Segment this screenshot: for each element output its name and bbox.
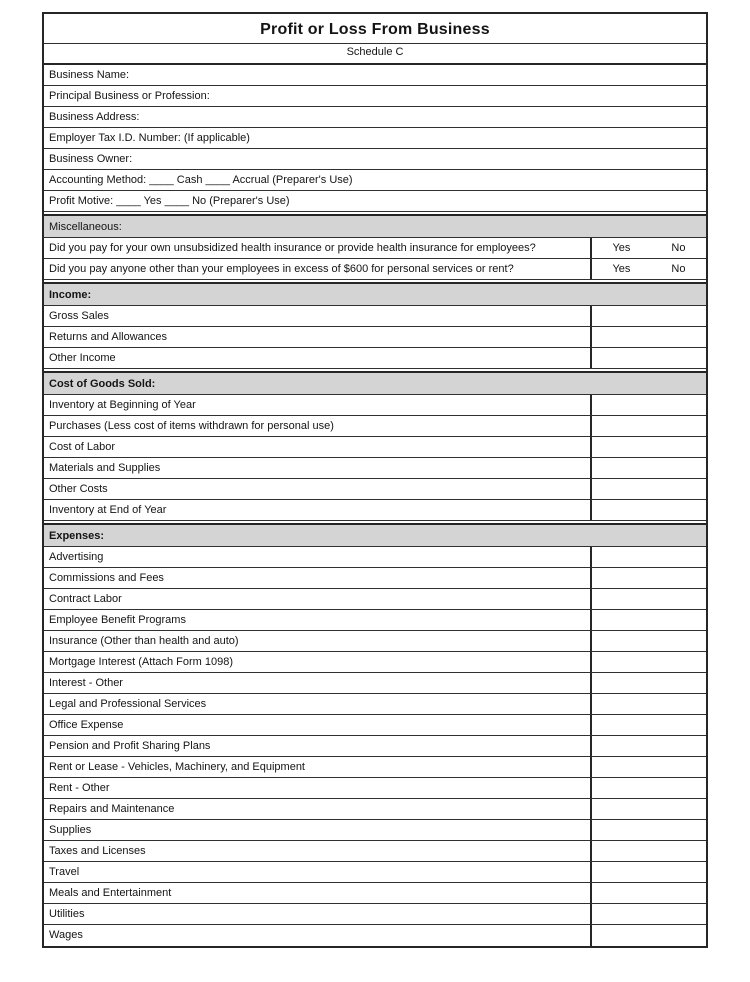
amount-field[interactable] <box>590 925 706 946</box>
line-item-row <box>44 395 706 416</box>
line-item-label: Contract Labor <box>49 593 122 605</box>
line-item-row <box>44 416 706 437</box>
line-item-label: Employee Benefit Programs <box>49 614 186 626</box>
section-header: Cost of Goods Sold: <box>44 373 706 395</box>
form-title: Profit or Loss From Business <box>44 14 706 44</box>
line-item-label: Utilities <box>49 908 85 920</box>
line-item-label: Insurance (Other than health and auto) <box>49 635 239 647</box>
question-row <box>44 259 706 280</box>
info-row[interactable] <box>44 170 706 191</box>
line-item-label: Returns and Allowances <box>49 331 168 343</box>
line-item-label: Other Costs <box>49 483 108 495</box>
info-row[interactable] <box>44 65 706 86</box>
miscellaneous-questions <box>44 238 706 280</box>
line-item-row <box>44 841 706 862</box>
line-item-label: Purchases (Less cost of items withdrawn for personal use) <box>49 420 334 432</box>
form-subtitle: Schedule C <box>346 46 404 58</box>
line-item-row <box>44 458 706 479</box>
amount-field[interactable] <box>590 547 706 567</box>
line-item-row <box>44 631 706 652</box>
yes-option[interactable]: Yes <box>612 263 631 275</box>
line-item-label: Pension and Profit Sharing Plans <box>49 740 211 752</box>
line-item-label: Meals and Entertainment <box>49 887 172 899</box>
info-row[interactable] <box>44 128 706 149</box>
line-item-row <box>44 820 706 841</box>
line-item-label: Cost of Labor <box>49 441 116 453</box>
section-header: Income: <box>44 284 706 306</box>
amount-field[interactable] <box>590 416 706 436</box>
amount-field[interactable] <box>590 862 706 882</box>
line-item-row <box>44 479 706 500</box>
amount-field[interactable] <box>590 500 706 520</box>
yes-no-cell <box>590 259 706 279</box>
question-text: Did you pay for your own unsubsidized health insurance or provide health insurance for employees? <box>49 242 536 254</box>
amount-field[interactable] <box>590 694 706 714</box>
amount-field[interactable] <box>590 395 706 415</box>
line-item-row <box>44 736 706 757</box>
amount-field[interactable] <box>590 610 706 630</box>
line-item-label: Taxes and Licenses <box>49 845 146 857</box>
info-row[interactable] <box>44 149 706 170</box>
section <box>44 523 706 946</box>
line-item-label: Legal and Professional Services <box>49 698 207 710</box>
info-row[interactable] <box>44 107 706 128</box>
info-row[interactable] <box>44 191 706 212</box>
line-item-row <box>44 547 706 568</box>
line-item-label: Interest - Other <box>49 677 123 689</box>
line-item-row <box>44 862 706 883</box>
line-item-label: Wages <box>49 929 83 941</box>
info-row-label: Employer Tax I.D. Number: (If applicable) <box>49 132 250 144</box>
line-item-row <box>44 610 706 631</box>
line-item-row <box>44 799 706 820</box>
line-item-label: Inventory at Beginning of Year <box>49 399 196 411</box>
line-item-row <box>44 348 706 369</box>
amount-field[interactable] <box>590 673 706 693</box>
question-text: Did you pay anyone other than your employees in excess of $600 for personal services or rent? <box>49 263 514 275</box>
yes-no-cell <box>590 238 706 258</box>
line-item-row <box>44 904 706 925</box>
line-item-row <box>44 437 706 458</box>
amount-field[interactable] <box>590 757 706 777</box>
line-item-row <box>44 589 706 610</box>
line-item-label: Rent - Other <box>49 782 110 794</box>
section <box>44 282 706 369</box>
amount-field[interactable] <box>590 589 706 609</box>
line-item-row <box>44 925 706 946</box>
amount-field[interactable] <box>590 306 706 326</box>
line-item-row <box>44 327 706 348</box>
amount-field[interactable] <box>590 568 706 588</box>
line-item-row <box>44 883 706 904</box>
line-item-label: Travel <box>49 866 80 878</box>
section-header: Expenses: <box>44 525 706 547</box>
line-item-row <box>44 715 706 736</box>
amount-field[interactable] <box>590 904 706 924</box>
line-item-row <box>44 500 706 521</box>
amount-field[interactable] <box>590 327 706 347</box>
line-item-row <box>44 757 706 778</box>
amount-field[interactable] <box>590 883 706 903</box>
yes-option[interactable]: Yes <box>612 242 631 254</box>
amount-field[interactable] <box>590 631 706 651</box>
section <box>44 371 706 521</box>
amount-field[interactable] <box>590 348 706 368</box>
amount-field[interactable] <box>590 736 706 756</box>
amount-field[interactable] <box>590 437 706 457</box>
info-row-label: Profit Motive: ____ Yes ____ No (Preparer's Use) <box>49 195 290 207</box>
miscellaneous-section <box>44 214 706 280</box>
info-row[interactable] <box>44 86 706 107</box>
line-item-label: Office Expense <box>49 719 124 731</box>
line-item-label: Gross Sales <box>49 310 109 322</box>
line-item-row <box>44 568 706 589</box>
line-item-row <box>44 652 706 673</box>
line-item-row <box>44 306 706 327</box>
info-row-label: Business Owner: <box>49 153 133 165</box>
line-item-label: Inventory at End of Year <box>49 504 167 516</box>
line-item-label: Commissions and Fees <box>49 572 164 584</box>
line-item-label: Rent or Lease - Vehicles, Machinery, and Equipment <box>49 761 305 773</box>
line-item-label: Repairs and Maintenance <box>49 803 175 815</box>
info-row-label: Accounting Method: ____ Cash ____ Accrual (Preparer's Use) <box>49 174 353 186</box>
amount-field[interactable] <box>590 715 706 735</box>
question-row <box>44 238 706 259</box>
info-row-label: Business Name: <box>49 69 130 81</box>
amount-field[interactable] <box>590 778 706 798</box>
amount-field[interactable] <box>590 458 706 478</box>
schedule-c-form <box>42 12 708 948</box>
line-item-row <box>44 694 706 715</box>
line-item-row <box>44 778 706 799</box>
amount-field[interactable] <box>590 799 706 819</box>
miscellaneous-header: Miscellaneous: <box>44 216 706 238</box>
amount-field[interactable] <box>590 479 706 499</box>
line-item-sections <box>44 282 706 946</box>
info-row-label: Business Address: <box>49 111 140 123</box>
line-item-label: Advertising <box>49 551 104 563</box>
no-option[interactable]: No <box>671 263 686 275</box>
amount-field[interactable] <box>590 652 706 672</box>
amount-field[interactable] <box>590 820 706 840</box>
line-item-label: Other Income <box>49 352 116 364</box>
line-item-row <box>44 673 706 694</box>
line-item-label: Supplies <box>49 824 92 836</box>
amount-field[interactable] <box>590 841 706 861</box>
info-row-label: Principal Business or Profession: <box>49 90 210 102</box>
line-item-label: Mortgage Interest (Attach Form 1098) <box>49 656 234 668</box>
no-option[interactable]: No <box>671 242 686 254</box>
line-item-label: Materials and Supplies <box>49 462 161 474</box>
business-info-block <box>44 63 706 212</box>
